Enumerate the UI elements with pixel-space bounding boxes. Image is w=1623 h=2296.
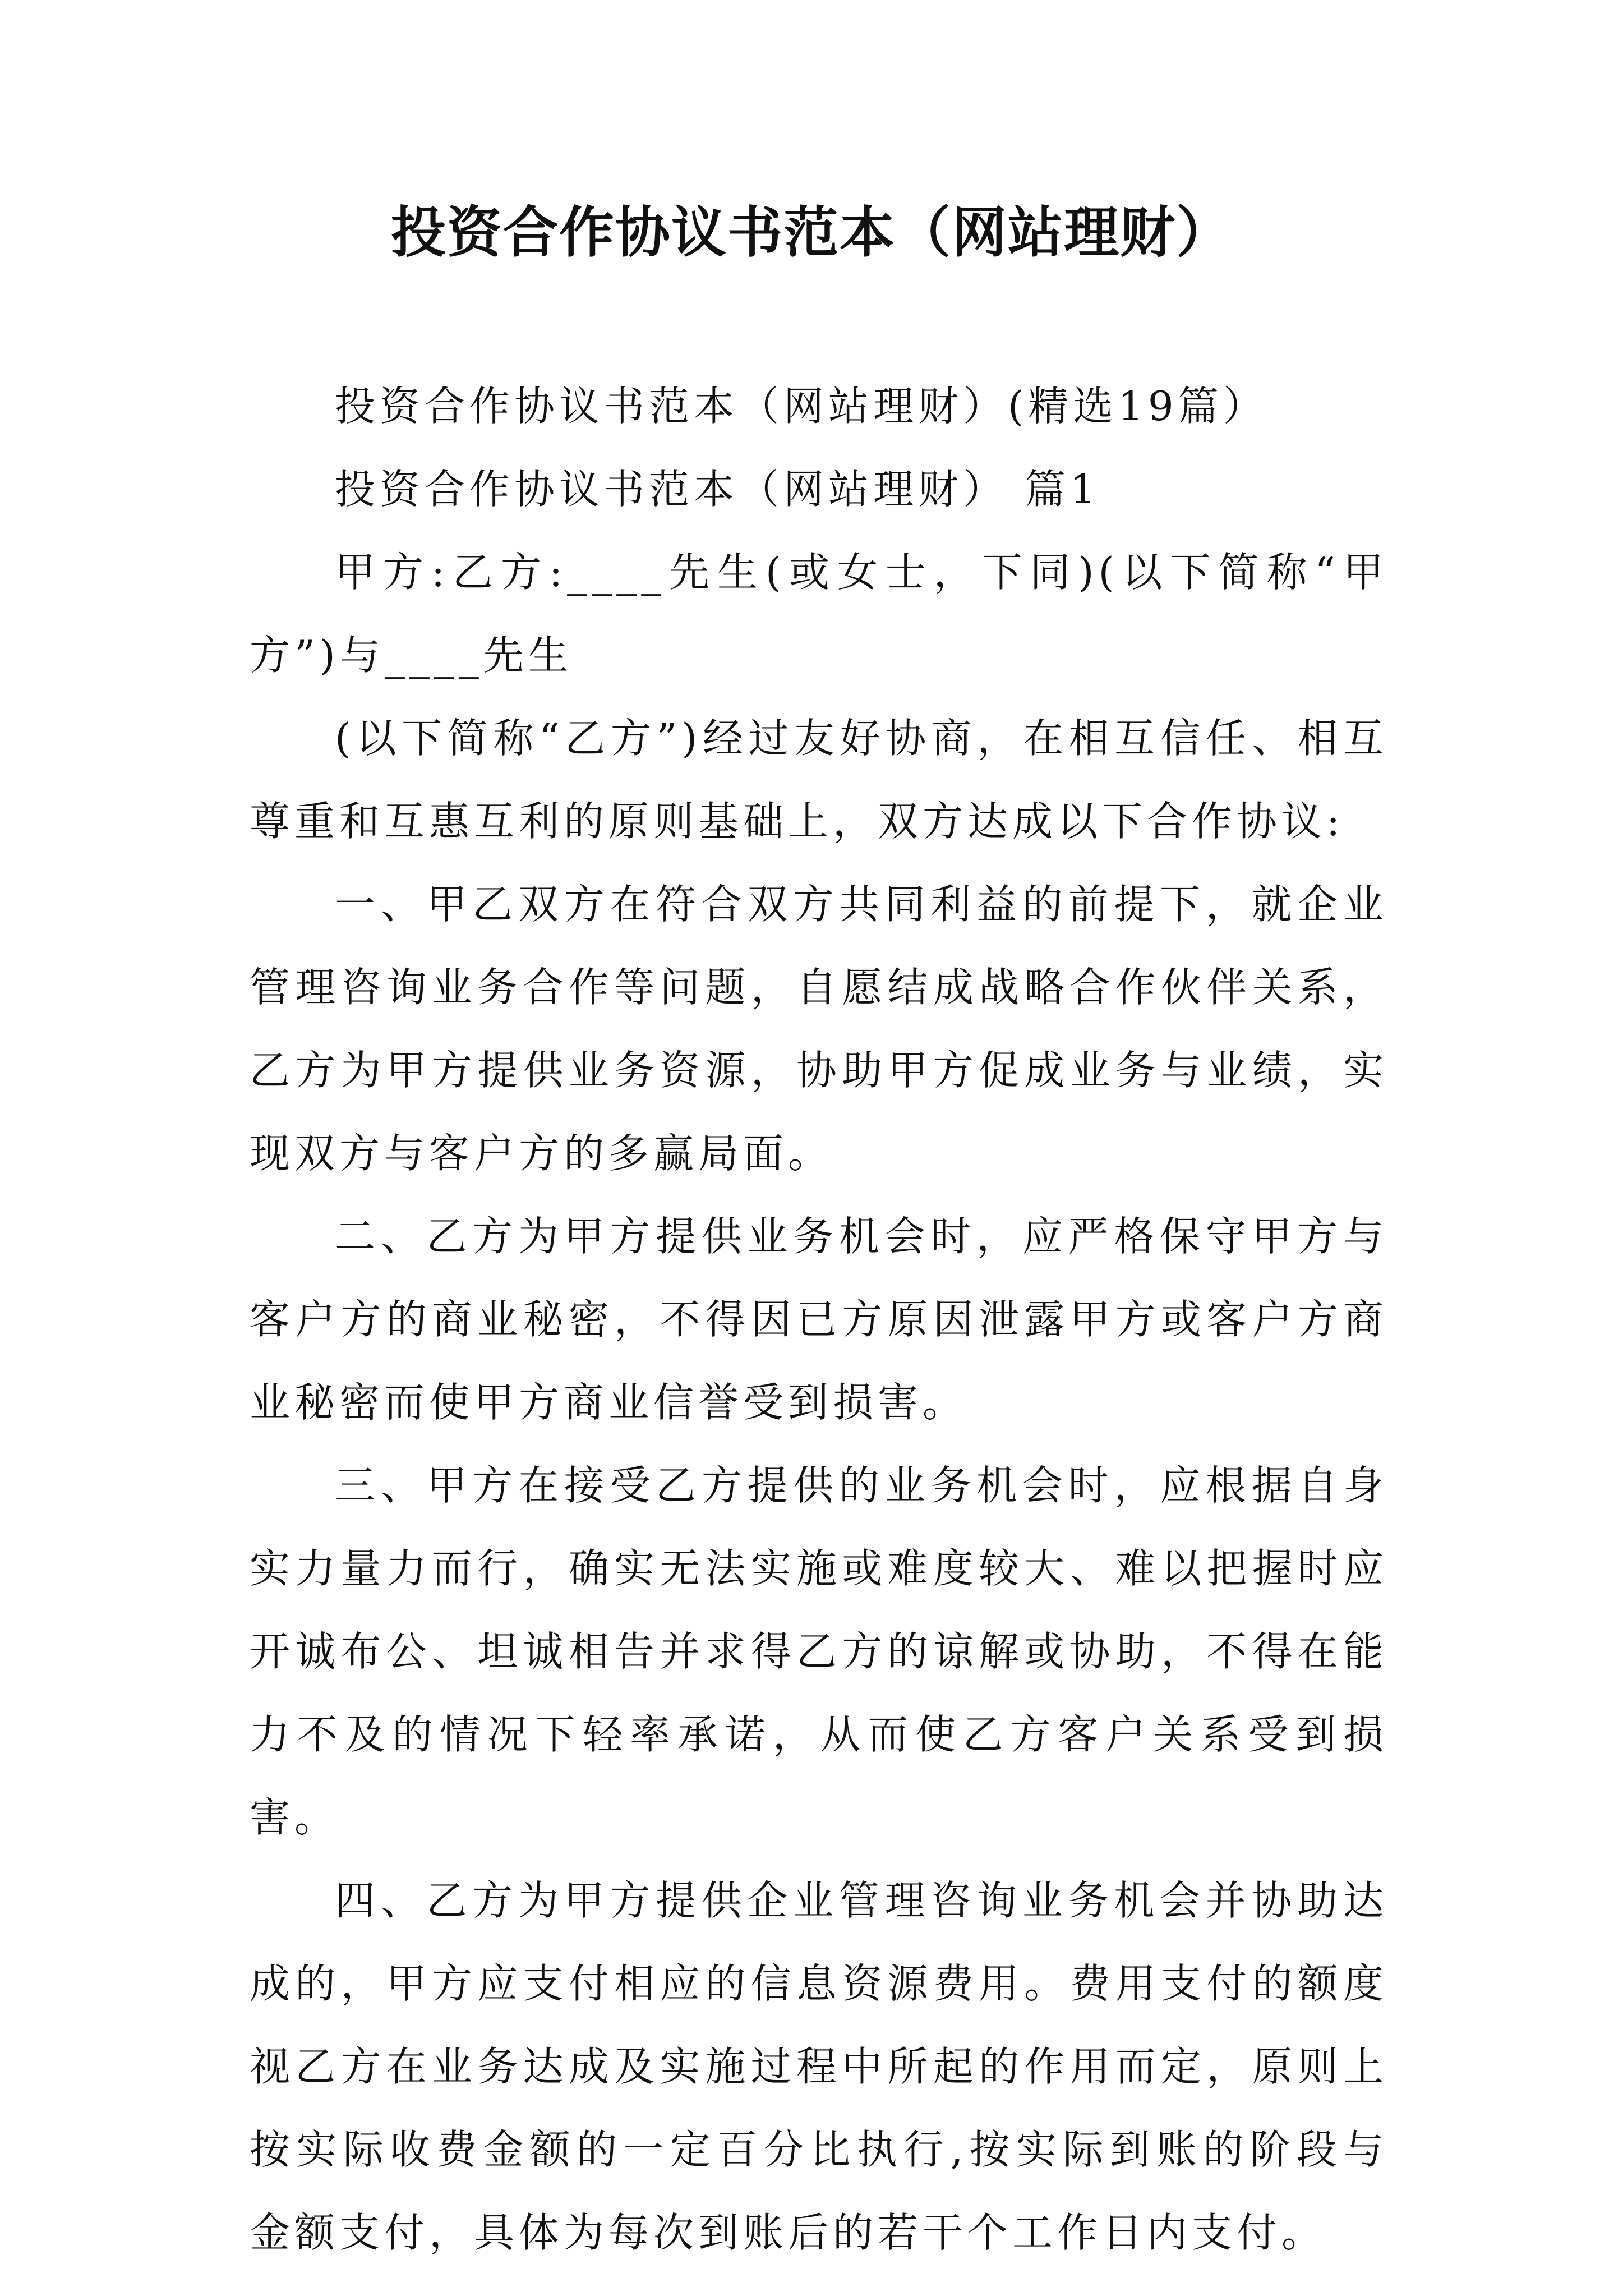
clause-4-paragraph: 四、乙方为甲方提供企业管理咨询业务机会并协助达成的，甲方应支付相应的信息资源费用。费用支付的额度视乙方在业务达成及实施过程中所起的作用而定，原则上按实际收费金额的一定百分比执行,按实际到账的阶段与金额支付，具体为每次到账后的若干个工作日内支付。 <box>250 1877 1388 2256</box>
clause-2-paragraph: 二、乙方为甲方提供业务机会时，应严格保守甲方与客户方的商业秘密，不得因已方原因泄露甲方或客户方商业秘密而使甲方商业信誉受到损害。 <box>250 1213 1388 1426</box>
document-body <box>250 365 1388 2274</box>
clause-3-paragraph: 三、甲方在接受乙方提供的业务机会时，应根据自身实力量力而行，确实无法实施或难度较大、难以把握时应开诚布公、坦诚相告并求得乙方的谅解或协助，不得在能力不及的情况下轻率承诺，从而使乙方客户关系受到损害。 <box>250 1462 1388 1841</box>
document-title: 投资合作协议书范本（网站理财） <box>390 201 1232 265</box>
parties-paragraph: 甲方:乙方:____先生(或女士，下同)(以下简称“甲方”)与____先生 <box>250 549 1388 679</box>
preamble-paragraph: (以下简称“乙方”)经过友好协商，在相互信任、相互尊重和互惠互利的原则基础上，双方达成以下合作协议: <box>250 715 1388 845</box>
collection-heading: 投资合作协议书范本（网站理财）(精选19篇） <box>335 383 1268 430</box>
clause-1-paragraph: 一、甲乙双方在符合双方共同利益的前提下，就企业管理咨询业务合作等问题，自愿结成战略合作伙伴关系，乙方为甲方提供业务资源，协助甲方促成业务与业绩，实现双方与客户方的多赢局面。 <box>250 881 1388 1177</box>
section-heading: 投资合作协议书范本（网站理财） 篇1 <box>335 466 1100 513</box>
